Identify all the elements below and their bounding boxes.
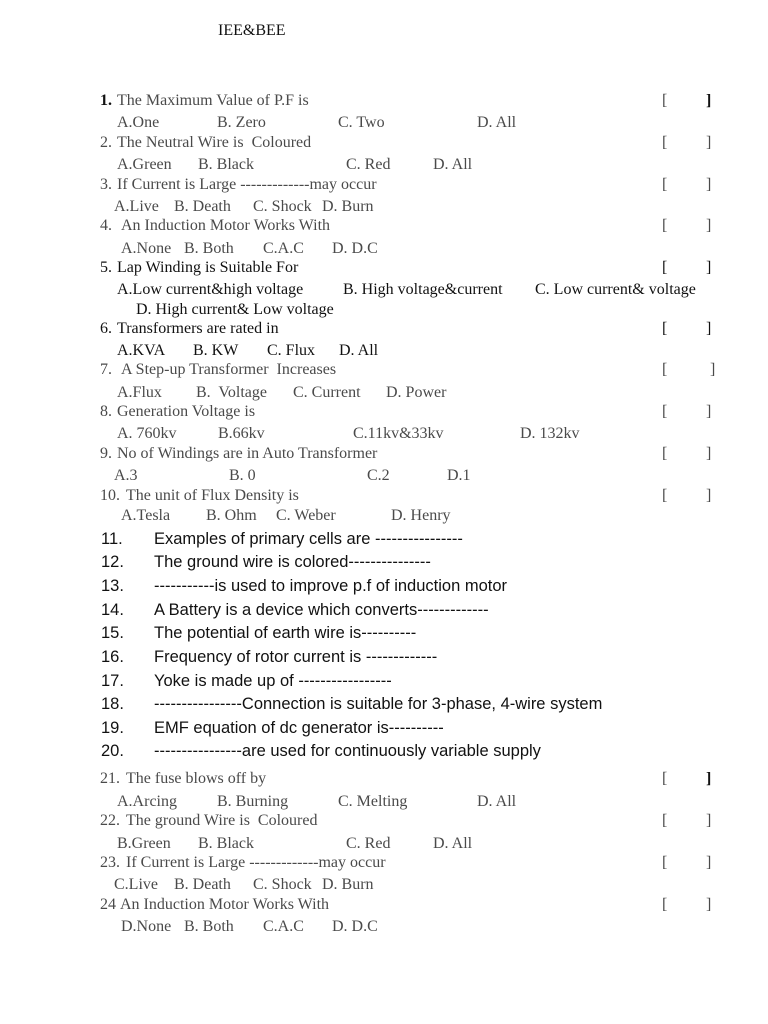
blank-text: ----------------are used for continuously variable supply [154, 742, 541, 760]
option-d: D. All [433, 156, 473, 173]
question-text: A Step-up Transformer Increases [121, 361, 337, 378]
question-text: No of Windings are in Auto Transformer [117, 445, 378, 462]
question-text: Lap Winding is Suitable For [117, 259, 299, 276]
option-d: D. D.C [332, 240, 378, 257]
answer-bracket-close: ] [706, 445, 712, 462]
option-a: C.Live [114, 876, 158, 893]
option-c: C. Weber [276, 507, 336, 524]
option-b: B. Death [174, 198, 231, 215]
question-number: 3. [100, 176, 112, 193]
answer-bracket-close: ] [706, 217, 712, 234]
question-text: The ground Wire is Coloured [126, 812, 318, 829]
answer-bracket-close: ] [706, 403, 712, 420]
option-d: D. Burn [322, 876, 374, 893]
question-text: The unit of Flux Density is [126, 487, 299, 504]
option-c: C. Low current& voltage [535, 281, 696, 298]
question-number: 9. [100, 445, 112, 462]
option-a: A.Arcing [117, 793, 177, 810]
question-number: 10. [100, 487, 120, 504]
blank-number: 14. [101, 601, 124, 619]
question-text: An Induction Motor Works With [121, 217, 331, 234]
answer-bracket-open: [ [662, 770, 668, 787]
option-d: D. All [433, 835, 473, 852]
page-title: IEE&BEE [218, 22, 286, 39]
option-b: B.66kv [218, 425, 265, 442]
blank-text: -----------is used to improve p.f of induction motor [154, 577, 508, 595]
option-c: C. Shock [253, 198, 312, 215]
question-number: 7. [100, 361, 112, 378]
question-text: Transformers are rated in [117, 320, 279, 337]
blank-text: Frequency of rotor current is ------------- [154, 648, 438, 666]
question-number: 4. [100, 217, 112, 234]
blank-text: EMF equation of dc generator is---------- [154, 719, 444, 737]
option-c: C. Red [346, 156, 391, 173]
question-number: 23. [100, 854, 120, 871]
answer-bracket-open: [ [662, 361, 668, 378]
option-d: D. Burn [322, 198, 374, 215]
option-d: D. All [477, 114, 517, 131]
answer-bracket-close: ] [706, 812, 712, 829]
option-d: D.1 [447, 467, 471, 484]
option-b: B. 0 [229, 467, 256, 484]
answer-bracket-close: ] [706, 176, 712, 193]
answer-bracket-close: ] [706, 487, 712, 504]
blank-number: 19. [101, 719, 124, 737]
question-text: An Induction Motor Works With [120, 896, 330, 913]
option-b: B. Black [198, 156, 254, 173]
option-b: B. KW [193, 342, 239, 359]
answer-bracket-close: ] [706, 320, 712, 337]
question-text: If Current is Large -------------may occur [117, 176, 377, 193]
option-b: B. Death [174, 876, 231, 893]
blank-text: A Battery is a device which converts------------- [154, 601, 489, 619]
question-number: 2. [100, 134, 112, 151]
answer-bracket-open: [ [662, 487, 668, 504]
option-b: B. Zero [217, 114, 266, 131]
option-c: C.2 [367, 467, 390, 484]
option-d: D. 132kv [520, 425, 580, 442]
option-b: B. High voltage&current [343, 281, 503, 298]
option-c: C.A.C [263, 240, 304, 257]
question-number: 24 [100, 896, 116, 913]
option-a: A.Live [114, 198, 159, 215]
blank-number: 12. [101, 553, 124, 571]
option-a: A.Low current&high voltage [117, 281, 304, 298]
question-text: The Maximum Value of P.F is [117, 92, 309, 109]
option-c: C. Two [338, 114, 385, 131]
option-c: C.11kv&33kv [353, 425, 444, 442]
answer-bracket-open: [ [662, 320, 668, 337]
option-a: A.One [117, 114, 160, 131]
option-c: C.A.C [263, 918, 304, 935]
answer-bracket-open: [ [662, 176, 668, 193]
question-text: The fuse blows off by [126, 770, 267, 787]
option-d: D. All [477, 793, 517, 810]
option-b: B. Ohm [206, 507, 257, 524]
blank-number: 16. [101, 648, 124, 666]
option-d: D. Power [386, 384, 447, 401]
option-c: C. Flux [267, 342, 316, 359]
option-a: A.3 [114, 467, 138, 484]
question-number: 5. [100, 259, 112, 276]
question-number: 8. [100, 403, 112, 420]
answer-bracket-close: ] [706, 854, 712, 871]
blank-number: 17. [101, 672, 124, 690]
question-text: The Neutral Wire is Coloured [117, 134, 312, 151]
answer-bracket-open: [ [662, 134, 668, 151]
answer-bracket-close: ] [706, 259, 712, 276]
option-a: A.Tesla [121, 507, 171, 524]
option-c: C. Red [346, 835, 391, 852]
answer-bracket-close: ] [710, 361, 716, 378]
option-c: C. Current [293, 384, 361, 401]
answer-bracket-close: ] [706, 770, 712, 787]
option-a: A.KVA [117, 342, 166, 359]
blank-text: The ground wire is colored--------------- [154, 553, 431, 571]
option-a: A.Green [117, 156, 172, 173]
blank-number: 20. [101, 742, 124, 760]
answer-bracket-open: [ [662, 92, 668, 109]
option-b: B. Burning [217, 793, 289, 810]
blank-number: 15. [101, 624, 124, 642]
option-b: B. Both [184, 918, 234, 935]
option-a: A.Flux [117, 384, 162, 401]
answer-bracket-close: ] [706, 134, 712, 151]
answer-bracket-close: ] [706, 92, 712, 109]
question-number: 1. [100, 92, 112, 109]
blank-text: The potential of earth wire is---------- [154, 624, 417, 642]
option-d: D. All [339, 342, 379, 359]
answer-bracket-open: [ [662, 812, 668, 829]
blank-text: ----------------Connection is suitable for 3-phase, 4-wire system [154, 695, 603, 713]
option-d: D. Henry [391, 507, 451, 524]
answer-bracket-open: [ [662, 217, 668, 234]
option-d: D. D.C [332, 918, 378, 935]
blank-text: Examples of primary cells are ---------------- [154, 530, 463, 548]
option-a: A.None [121, 240, 172, 257]
question-number: 22. [100, 812, 120, 829]
question-text: Generation Voltage is [117, 403, 256, 420]
question-number: 6. [100, 320, 112, 337]
answer-bracket-open: [ [662, 259, 668, 276]
answer-bracket-open: [ [662, 445, 668, 462]
answer-bracket-open: [ [662, 854, 668, 871]
option-c: C. Melting [338, 793, 408, 810]
blank-number: 11. [101, 530, 123, 548]
option-b: B. Black [198, 835, 254, 852]
question-text: If Current is Large -------------may occur [126, 854, 386, 871]
option-a: B.Green [117, 835, 171, 852]
option-c: C. Shock [253, 876, 312, 893]
answer-bracket-open: [ [662, 896, 668, 913]
answer-bracket-close: ] [706, 896, 712, 913]
answer-bracket-open: [ [662, 403, 668, 420]
option-a: A. 760kv [117, 425, 177, 442]
blank-number: 18. [101, 695, 124, 713]
option-d: D. High current& Low voltage [136, 301, 334, 318]
blank-number: 13. [101, 577, 124, 595]
question-number: 21. [100, 770, 120, 787]
blank-text: Yoke is made up of ----------------- [154, 672, 392, 690]
option-b: B. Both [184, 240, 234, 257]
option-b: B. Voltage [196, 384, 267, 401]
option-a: D.None [121, 918, 172, 935]
